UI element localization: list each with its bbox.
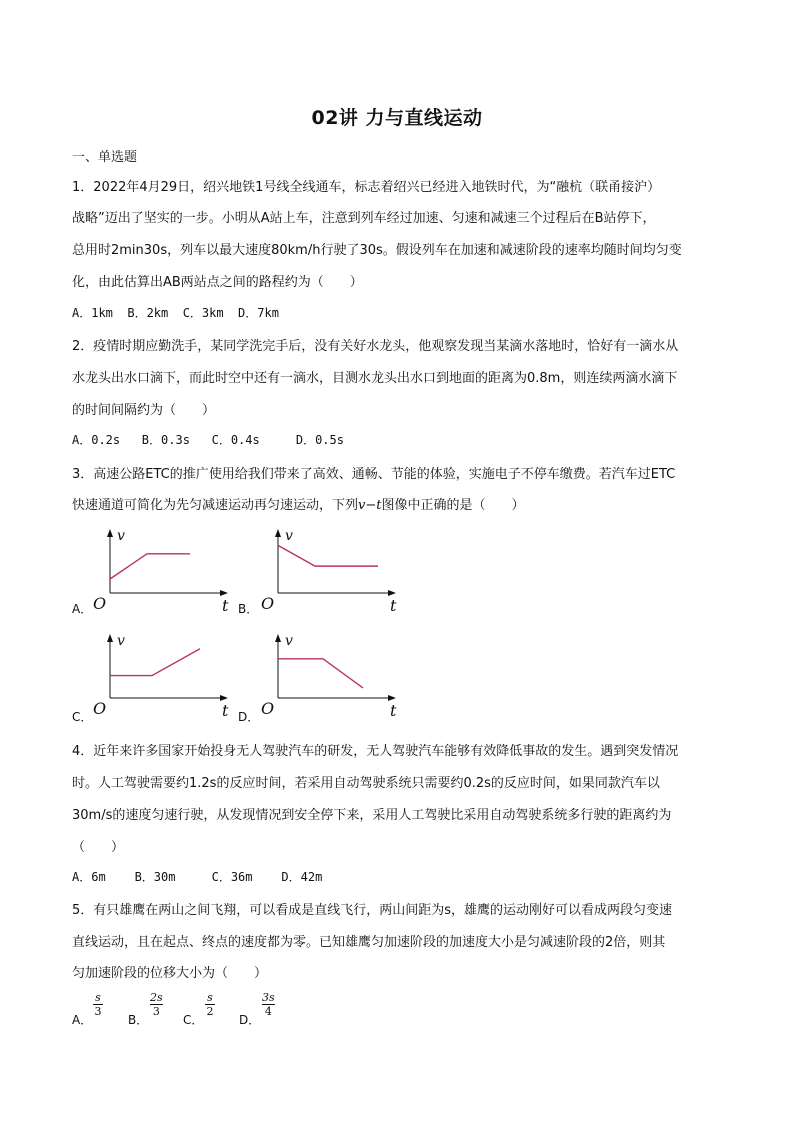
y-axis-arrow	[275, 529, 281, 537]
q5-line-2: 直线运动，且在起点、终点的速度都为零。已知雄鹰匀加速阶段的加速度大小是匀减速阶段的2倍，则其	[72, 935, 666, 950]
fraction-numerator: s	[207, 991, 213, 1004]
q1-line-2: 战略”迈出了坚实的一步。小明从A站上车，注意到列车经过加速、匀速和减速三个过程后在B站停下，	[72, 211, 656, 226]
q4-options: A．6m B．30m C．36m D．42m	[72, 870, 323, 884]
axis-label-v: v	[117, 633, 125, 649]
q3-vt-symbol: v−t	[358, 498, 382, 513]
vt-curve	[278, 545, 378, 566]
axis-label-v: v	[285, 528, 293, 544]
origin-label: O	[93, 594, 107, 613]
page-title: 02讲 力与直线运动	[311, 107, 483, 129]
q5-option-c-fraction	[205, 991, 215, 1018]
fraction-denominator: 4	[264, 1005, 272, 1018]
q5-option-a-letter: A．	[72, 1013, 93, 1027]
q3-option-letter: D．	[238, 710, 260, 724]
q1-options: A．1km B．2km C．3km D．7km	[72, 306, 279, 320]
q3-option-letter: B．	[238, 602, 259, 616]
q5-option-c-letter: C．	[183, 1013, 204, 1027]
fraction-denominator: 3	[152, 1005, 160, 1018]
q3-line-2-post: 图像中正确的是（ ）	[381, 498, 525, 513]
q1-line-4: 化，由此估算出AB两站点之间的路程约为（ ）	[72, 275, 363, 290]
q3-option-letter: C．	[72, 710, 93, 724]
fraction-numerator: 2s	[150, 991, 163, 1004]
q1-line-1: 1．2022年4月29日，绍兴地铁1号线全线通车，标志着绍兴已经进入地铁时代，为“融杭（联甬接沪）	[72, 180, 661, 195]
origin-label: O	[261, 594, 275, 613]
q5-line-1: 5．有只雄鹰在两山之间飞翔，可以看成是直线飞行，两山间距为s，雄鹰的运动刚好可以看成两段匀变速	[72, 903, 673, 918]
axis-label-t: t	[390, 596, 397, 615]
q5-option-d-letter: D．	[239, 1013, 261, 1027]
fraction-numerator: 3s	[262, 991, 275, 1004]
q3-vt-graph	[258, 632, 397, 722]
q3-vt-graph	[90, 632, 229, 722]
q4-line-4: （ ）	[72, 840, 125, 855]
q4-line-1: 4．近年来许多国家开始投身无人驾驶汽车的研发，无人驾驶汽车能够有效降低事故的发生。遇到突发情况	[72, 744, 679, 759]
q5-line-3: 匀加速阶段的位移大小为（ ）	[72, 966, 268, 981]
q5-option-d-fraction	[262, 991, 275, 1018]
q3-vt-graph	[90, 527, 229, 617]
q5-option-b-fraction	[150, 991, 163, 1018]
q5-option-a-fraction	[93, 991, 103, 1018]
fraction-denominator: 3	[94, 1005, 102, 1018]
fraction-denominator: 2	[206, 1005, 214, 1018]
q1-line-3: 总用时2min30s，列车以最大速度80km/h行驶了30s。假设列车在加速和减速阶段的速率均随时间均匀变	[72, 243, 682, 258]
q3-option-letter: A．	[72, 602, 93, 616]
q3-vt-graph	[258, 527, 397, 617]
vt-curve	[278, 659, 363, 688]
axis-label-t: t	[222, 596, 229, 615]
q4-line-3: 30m/s的速度匀速行驶，从发现情况到安全停下来，采用人工驾驶比采用自动驾驶系统多行驶的距离约为	[72, 808, 672, 823]
axis-label-t: t	[222, 701, 229, 720]
axis-label-t: t	[390, 701, 397, 720]
q3-line-1: 3．高速公路ETC的推广使用给我们带来了高效、通畅、节能的体验，实施电子不停车缴费。若汽车过ETC	[72, 467, 676, 482]
q3-line-2	[72, 494, 525, 513]
q4-line-2: 时。人工驾驶需要约1.2s的反应时间，若采用自动驾驶系统只需要约0.2s的反应时间，如果同款汽车以	[72, 776, 660, 791]
axis-label-v: v	[117, 528, 125, 544]
vt-curve	[110, 649, 200, 676]
section-heading: 一、单选题	[72, 150, 138, 165]
vt-curve	[110, 554, 190, 579]
q5-option-b-letter: B．	[128, 1013, 149, 1027]
y-axis-arrow	[107, 634, 113, 642]
fraction-numerator: s	[95, 991, 101, 1004]
origin-label: O	[93, 699, 107, 718]
axis-label-v: v	[285, 633, 293, 649]
q2-line-3: 的时间间隔约为（ ）	[72, 403, 216, 418]
y-axis-arrow	[107, 529, 113, 537]
origin-label: O	[261, 699, 275, 718]
q2-line-2: 水龙头出水口滴下，而此时空中还有一滴水，目测水龙头出水口到地面的距离为0.8m，则连续两滴水滴下	[72, 371, 678, 386]
q2-line-1: 2．疫情时期应勤洗手，某同学洗完手后，没有关好水龙头，他观察发现当某滴水落地时，恰好有一滴水从	[72, 339, 679, 354]
q3-line-2-pre: 快速通道可简化为先匀减速运动再匀速运动，下列	[72, 498, 359, 513]
q2-options: A．0.2s B．0.3s C．0.4s D．0.5s	[72, 433, 344, 447]
y-axis-arrow	[275, 634, 281, 642]
